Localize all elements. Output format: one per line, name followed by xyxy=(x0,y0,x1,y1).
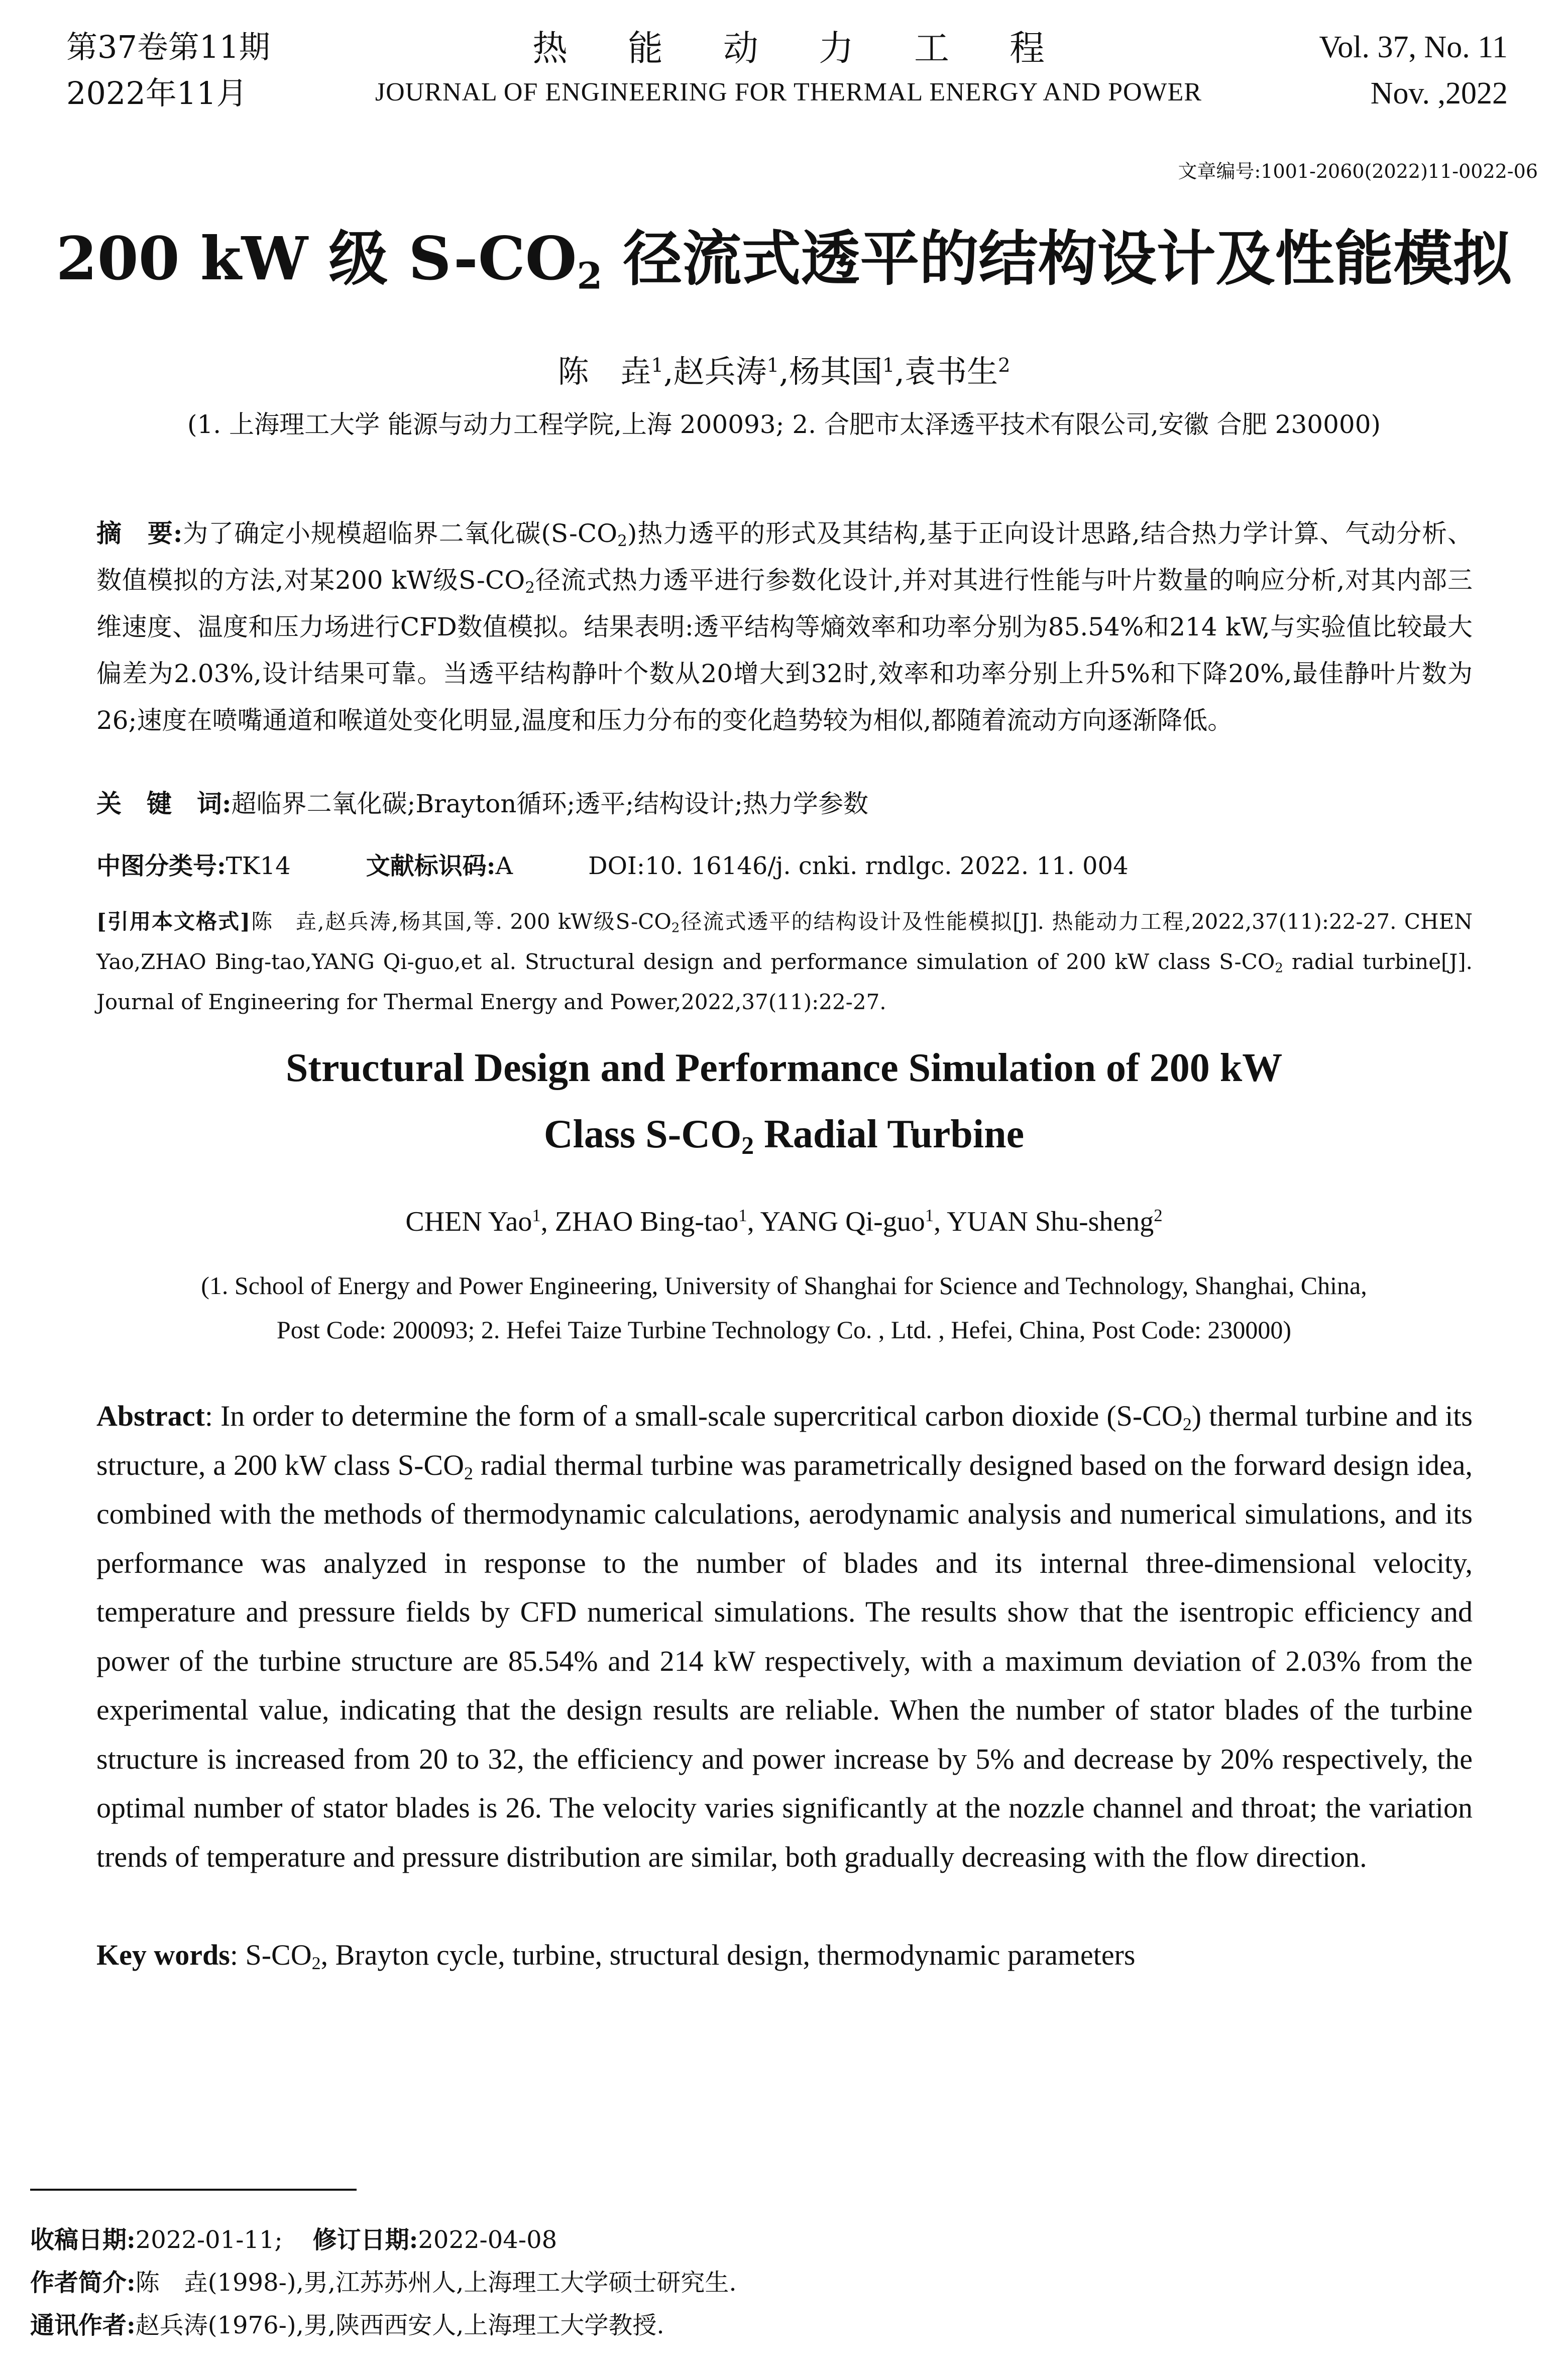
journal-name-en: JOURNAL OF ENGINEERING FOR THERMAL ENERGY AND POWER xyxy=(375,78,1202,106)
abstract-cn-label: 摘 要: xyxy=(96,518,183,548)
article-number: 文章编号:1001-2060(2022)11-0022-06 xyxy=(1178,160,1538,182)
volume-issue-cn: 第37卷第11期 xyxy=(66,29,270,65)
author-en: CHEN Yao xyxy=(405,1206,532,1237)
citation-format: [引用本文格式]陈 垚,赵兵涛,杨其国,等. 200 kW级$S-CO_2$径流式透平的结构设计及性能模拟[J]. 热能动力工程,2022,37(11):22-27. CHEN Yao,ZHAO Bing-tao,YANG Qi-guo,et al. Structural design and performance simulation of 200 kW class $S-CO_2$ radial turbine[J]. Journal of Engineering for Thermal Energy and Power,2022,37(11):22-27. xyxy=(96,909,1473,1014)
doi: DOI:10. 16146/j. cnki. rndlgc. 2022. 11. 004 xyxy=(588,852,1129,880)
footnote-divider xyxy=(30,2189,357,2191)
abstract-en-label: Abstract xyxy=(96,1400,205,1432)
title-cn: 200 kW 级 $S-CO_2$ 径流式透平的结构设计及性能模拟 xyxy=(56,224,1512,298)
author-en: ZHAO Bing-tao xyxy=(554,1206,739,1237)
author-en: YUAN Shu-sheng xyxy=(947,1206,1154,1237)
date-en: Nov. ,2022 xyxy=(1370,76,1508,111)
author-en: YANG Qi-guo xyxy=(760,1206,925,1237)
footnote-author-bio: 作者简介:陈 垚(1998-),男,江苏苏州人,上海理工大学硕士研究生. xyxy=(30,2269,737,2297)
date-cn: 2022年11月 xyxy=(66,75,248,112)
issue-info-cn xyxy=(66,24,270,117)
keywords-en: Key words: $S-CO_2$, Brayton cycle, turbine, structural design, thermodynamic parameters xyxy=(96,1939,1136,1973)
author-cn: 赵兵涛 xyxy=(673,353,767,390)
journal-masthead xyxy=(352,24,1225,113)
issue-info-en xyxy=(1319,24,1508,117)
volume-issue-en: Vol. 37, No. 11 xyxy=(1319,30,1508,64)
keywords-en-label: Key words xyxy=(96,1939,230,1971)
keywords-cn: 关 键 词:超临界二氧化碳;Brayton循环;透平;结构设计;热力学参数 xyxy=(96,789,868,818)
journal-name-cn: 热能动力工程 xyxy=(532,28,1105,69)
classification-row: 中图分类号:TK14 文献标识码:A DOI:10. 16146/j. cnki. rndlgc. 2022. 11. 004 xyxy=(96,852,1129,880)
affiliation-en: (1. School of Energy and Power Engineering, University of Shanghai for Science and Technology, Shanghai, China, Post Code: 200093; 2. Hefei Taize Turbine Technology Co. , Ltd. , Hefei, China, Post Code: 230000) xyxy=(201,1271,1367,1344)
authors-cn: 陈 垚$^1$,赵兵涛$^1$,杨其国$^1$,袁书生$^2$ xyxy=(557,353,1011,390)
author-cn: 袁书生 xyxy=(905,353,998,390)
title-en: Structural Design and Performance Simulation of 200 kW Class $S-CO_2$ Radial Turbine xyxy=(285,1046,1283,1159)
authors-en: CHEN Yao$^1$, ZHAO Bing-tao$^1$, YANG Qi-guo$^1$, YUAN Shu-sheng$^2$ xyxy=(405,1205,1163,1237)
citation-label: [引用本文格式] xyxy=(96,909,251,934)
affiliation-cn: (1. 上海理工大学 能源与动力工程学院,上海 200093; 2. 合肥市太泽透平技术有限公司,安徽 合肥 230000) xyxy=(187,410,1381,439)
keywords-cn-label: 关 键 词: xyxy=(96,789,232,818)
abstract-cn: 摘 要:为了确定小规模超临界二氧化碳$(S-CO_2)$热力透平的形式及其结构,基于正向设计思路,结合热力学计算、气动分析、数值模拟的方法,对某200 kW级$S-CO_2$径流式热力透平进行参数化设计,并对其进行性能与叶片数量的响应分析,对其内部三维速度、温度和压力场进行CFD数值模拟。结果表明:透平结构等熵效率和功率分别为85.54%和214 kW,与实验值比较最大偏差为2.03%,设计结果可靠。当透平结构静叶个数从20增大到32时,效率和功率分别上升5%和下降20%,最佳静叶片数为26;速度在喷嘴通道和喉道处变化明显,温度和压力分布的变化趋势较为相似,都随着流动方向逐渐降低。 xyxy=(96,518,1473,735)
author-cn: 陈 垚 xyxy=(557,353,651,390)
abstract-en: Abstract: In order to determine the form of a small-scale supercritical carbon dioxide $(S-CO_2)$ thermal turbine and its structure, a 200 kW class $S-CO_2$ radial thermal turbine was parametrically designed based on the forward design idea, combined with the methods of thermodynamic calculations, aerodynamic analysis and numerical simulations, and its performance was analyzed in response to the number of blades and its internal three-dimensional velocity, temperature and pressure fields by CFD numerical simulations. The results show that the isentropic efficiency and power of the turbine structure are 85.54% and 214 kW respectively, with a maximum deviation of 2.03% from the experimental value, indicating that the design results are reliable. When the number of stator blades of the turbine structure is increased from 20 to 32, the efficiency and power increase by 5% and decrease by 20% respectively, the optimal number of stator blades is 26. The velocity varies significantly at the nozzle channel and throat; the variation trends of temperature and pressure distribution are similar, both gradually decreasing with the flow direction. xyxy=(96,1400,1473,1873)
footnote-dates: 收稿日期:2022-01-11; 修订日期:2022-04-08 xyxy=(30,2226,557,2254)
author-cn: 杨其国 xyxy=(789,353,882,390)
footnote-corresponding-author: 通讯作者:赵兵涛(1976-),男,陕西西安人,上海理工大学教授. xyxy=(30,2311,664,2339)
